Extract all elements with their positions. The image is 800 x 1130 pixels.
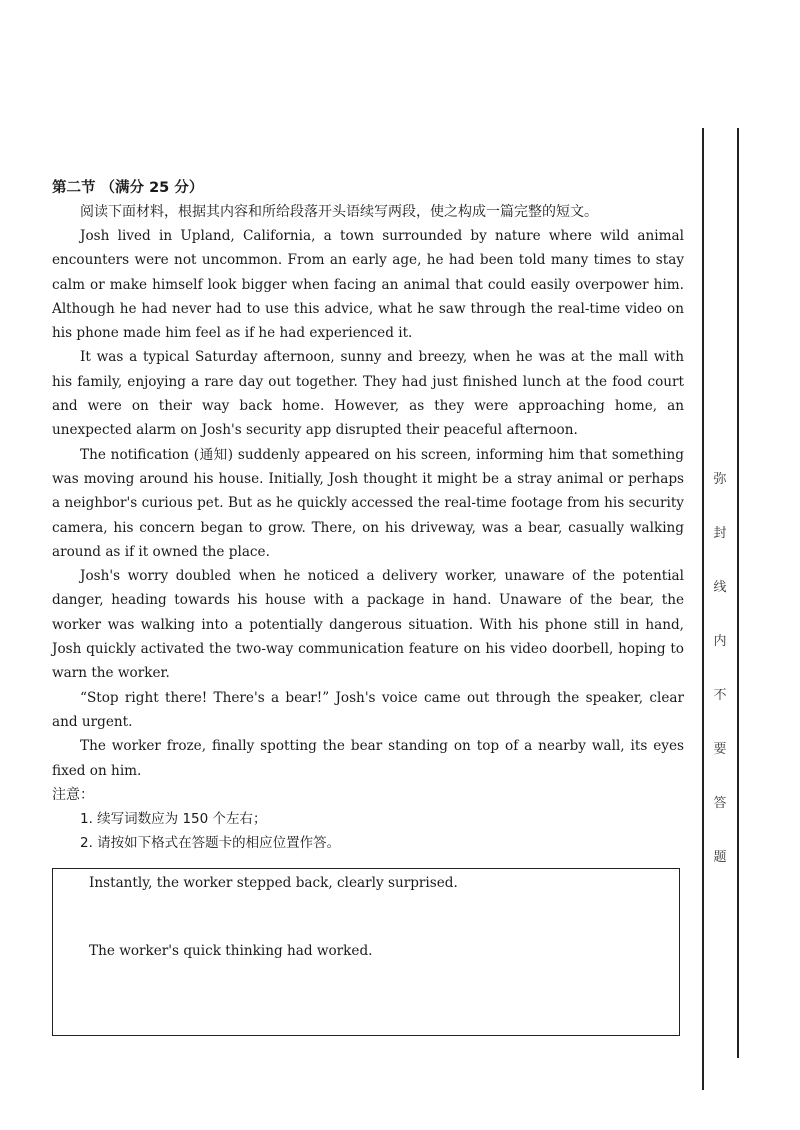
binding-line-outer — [737, 128, 739, 1058]
seal-char: 答 — [713, 796, 727, 811]
seal-char: 线 — [713, 580, 727, 595]
passage-paragraph: Josh's worry doubled when he noticed a delivery worker, unaware of the potential danger, heading towards his house with a package in hand. Unaware of the bear, the worker was walking into a potentially dangerous situation. With his phone still in hand, Josh quickly activated the two-way communication feature on his video doorbell, hoping to warn the worker. — [52, 568, 684, 682]
section-title: 第二节 （满分 25 分） — [52, 180, 204, 196]
answer-format-box — [52, 868, 680, 1036]
paragraph-starter-2: The worker's quick thinking had worked. — [89, 943, 373, 959]
seal-char: 要 — [713, 742, 727, 757]
notes-title: 注意： — [52, 786, 94, 803]
passage-paragraph: It was a typical Saturday afternoon, sunny and breezy, when he was at the mall with his family, enjoying a rare day out together. They had just finished lunch at the food court and were on their way back home. However, as they were approaching home, an unexpected alarm on Josh's security app disrupted their peaceful afternoon. — [52, 349, 684, 439]
passage-paragraph: The worker froze, finally spotting the bear standing on top of a nearby wall, its eyes fixed on him. — [52, 738, 684, 779]
seal-char: 封 — [713, 526, 727, 541]
section-instruction: 阅读下面材料，根据其内容和所给段落开头语续写两段，使之构成一篇完整的短文。 — [80, 204, 598, 220]
binding-line-inner — [702, 128, 704, 1090]
paragraph-starter-1: Instantly, the worker stepped back, clearly surprised. — [89, 875, 458, 891]
note-item: 2. 请按如下格式在答题卡的相应位置作答。 — [80, 834, 341, 851]
seal-char: 内 — [713, 634, 727, 649]
seal-char: 题 — [713, 850, 727, 865]
note-item: 1. 续写词数应为 150 个左右； — [80, 810, 267, 827]
seal-char: 不 — [713, 688, 727, 703]
question-content — [52, 176, 684, 855]
seal-char: 弥 — [713, 472, 727, 487]
passage-paragraph: Josh lived in Upland, California, a town surrounded by nature where wild animal encounters were not uncommon. From an early age, he had been told many times to stay calm or make himself look bigger when facing an animal that could easily overpower him. Although he had never had to use this advice, what he saw through the real-time video on his phone made him feel as if he had experienced it. — [52, 228, 684, 342]
passage-paragraph: The notification (通知) suddenly appeared on his screen, informing him that something was moving around his house. Initially, Josh thought it might be a stray animal or perhaps a neighbor's curious pet. But as he quickly accessed the real-time footage from his security camera, his concern began to grow. There, on his driveway, was a bear, casually walking around as if it owned the place. — [52, 446, 684, 560]
passage-paragraph: “Stop right there! There's a bear!” Josh's voice came out through the speaker, clear and urgent. — [52, 689, 684, 730]
seal-line-notice — [706, 468, 734, 900]
